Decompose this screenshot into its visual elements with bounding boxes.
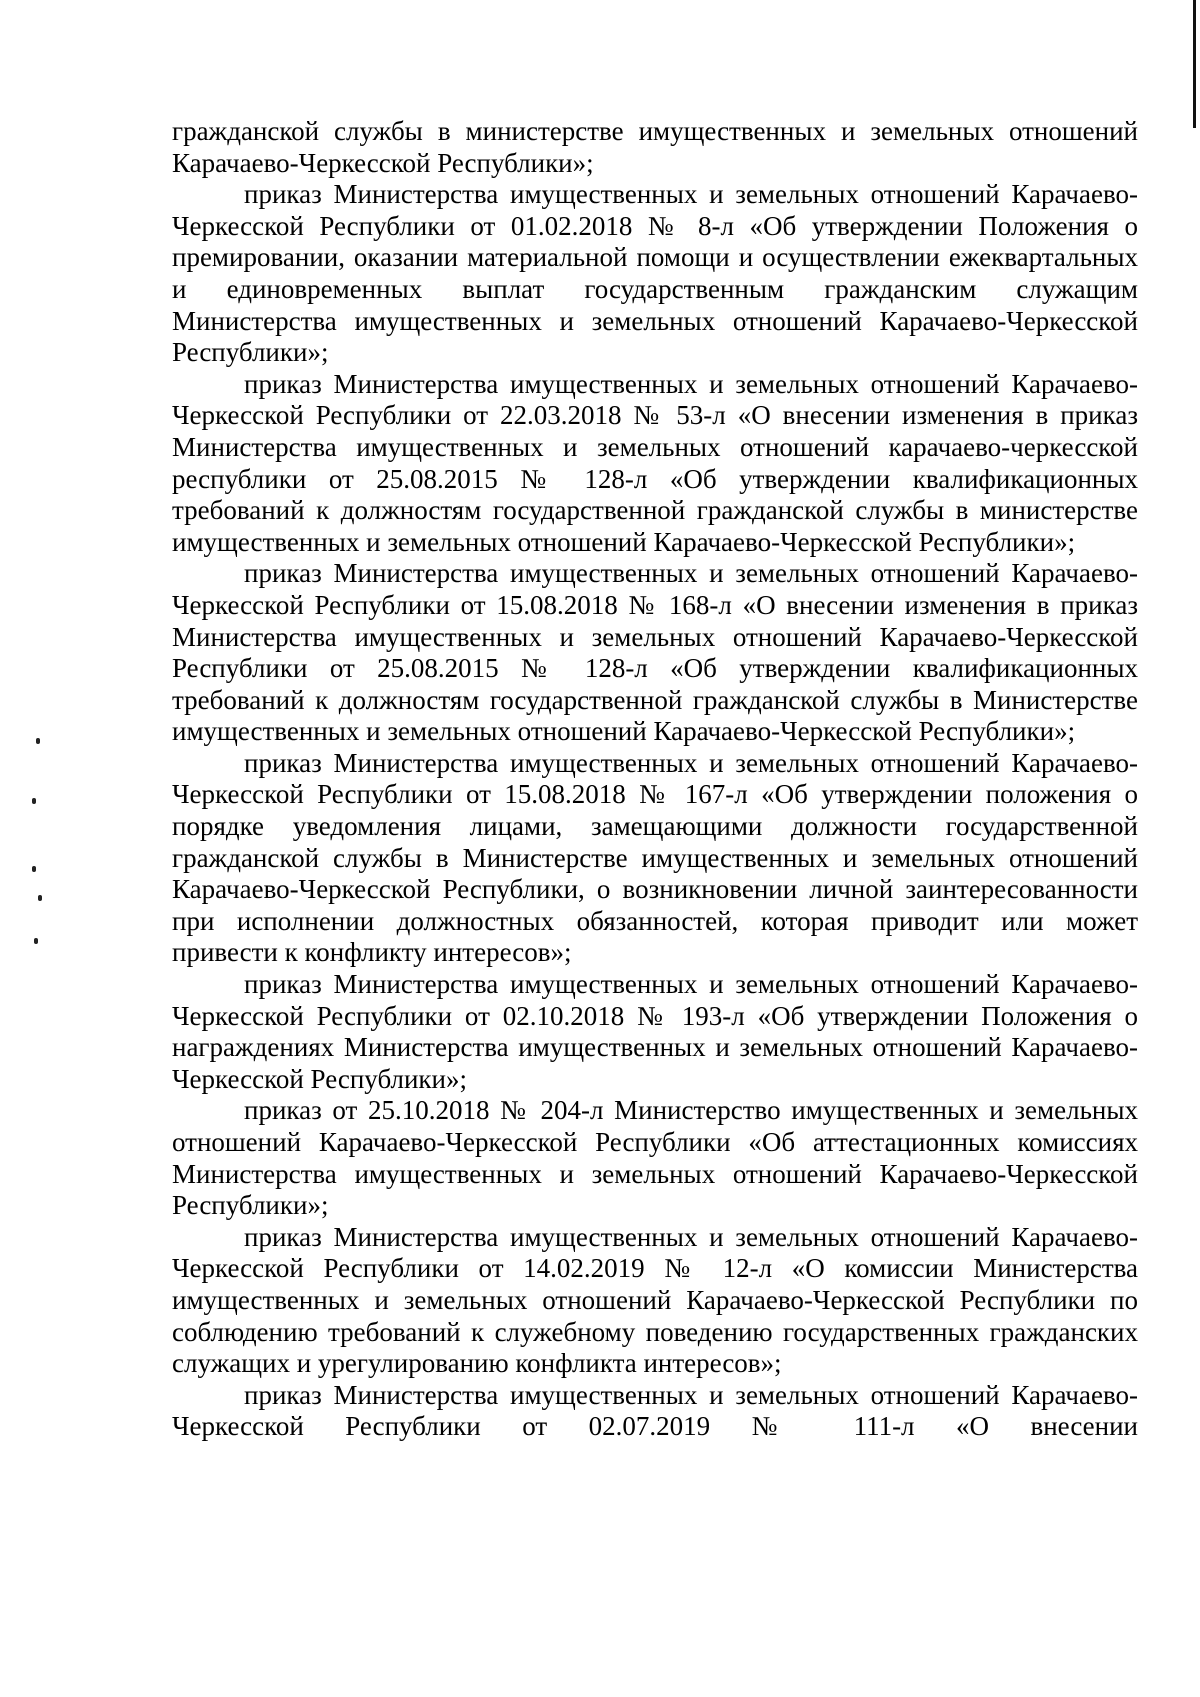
paragraph-order-53-l: приказ Министерства имущественных и земельных отношений Карачаево-Черкесской Республики от 22.03.2018 № 53-л «О внесении изменения в приказ Министерства имущественных и земельных отношений карачаево-черкесской республики от 25.08.2015 № 128-л «Об утверждении квалификационных требований к должностям государственной гражданской службы в министерстве имущественных и земельных отношений Карачаево-Черкесской Республики»; — [172, 368, 1138, 557]
document-text — [172, 116, 1138, 1443]
paragraph-order-12-l: приказ Министерства имущественных и земельных отношений Карачаево-Черкесской Республики от 14.02.2019 № 12-л «О комиссии Министерства имущественных и земельных отношений Карачаево-Черкесской Республики по соблюдению требований к служебному поведению государственных гражданских служащих и урегулированию конфликта интересов»; — [172, 1221, 1138, 1379]
scan-speck — [38, 895, 42, 901]
scan-edge-line — [1193, 0, 1196, 128]
paragraph-order-168-l: приказ Министерства имущественных и земельных отношений Карачаево-Черкесской Республики от 15.08.2018 № 168-л «О внесении изменения в приказ Министерства имущественных и земельных отношений Карачаево-Черкесской Республики от 25.08.2015 № 128-л «Об утверждении квалификационных требований к должностям государственной гражданской службы в Министерстве имущественных и земельных отношений Карачаево-Черкесской Республики»; — [172, 558, 1138, 747]
paragraph-continuation: гражданской службы в министерстве имущественных и земельных отношений Карачаево-Черкесской Республики»; — [172, 116, 1138, 178]
paragraph-order-204-l: приказ от 25.10.2018 № 204-л Министерство имущественных и земельных отношений Карачаево-Черкесской Республики «Об аттестационных комиссиях Министерства имущественных и земельных отношений Карачаево-Черкесской Республики»; — [172, 1095, 1138, 1221]
scan-speck — [32, 798, 36, 804]
scan-speck — [32, 866, 36, 872]
paragraph-order-193-l: приказ Министерства имущественных и земельных отношений Карачаево-Черкесской Республики от 02.10.2018 № 193-л «Об утверждении Положения о награждениях Министерства имущественных и земельных отношений Карачаево-Черкесской Республики»; — [172, 969, 1138, 1094]
scan-speck — [36, 738, 40, 744]
paragraph-order-167-l: приказ Министерства имущественных и земельных отношений Карачаево-Черкесской Республики от 15.08.2018 № 167-л «Об утверждении положения о порядке уведомления лицами, замещающими должности государственной гражданской службы в Министерстве имущественных и земельных отношений Карачаево-Черкесской Республики, о возникновении личной заинтересованности при исполнении должностных обязанностей, которая приводит или может привести к конфликту интересов»; — [172, 747, 1138, 968]
paragraph-order-8-l: приказ Министерства имущественных и земельных отношений Карачаево-Черкесской Республики от 01.02.2018 № 8-л «Об утверждении Положения о премировании, оказании материальной помощи и осуществлении ежеквартальных и единовременных выплат государственным гражданским служащим Министерства имущественных и земельных отношений Карачаево-Черкесской Республики»; — [172, 179, 1138, 368]
paragraph-order-111-l: приказ Министерства имущественных и земельных отношений Карачаево-Черкесской Республики от 02.07.2019 № 111-л «О внесении — [172, 1379, 1138, 1442]
scan-speck — [34, 938, 38, 944]
